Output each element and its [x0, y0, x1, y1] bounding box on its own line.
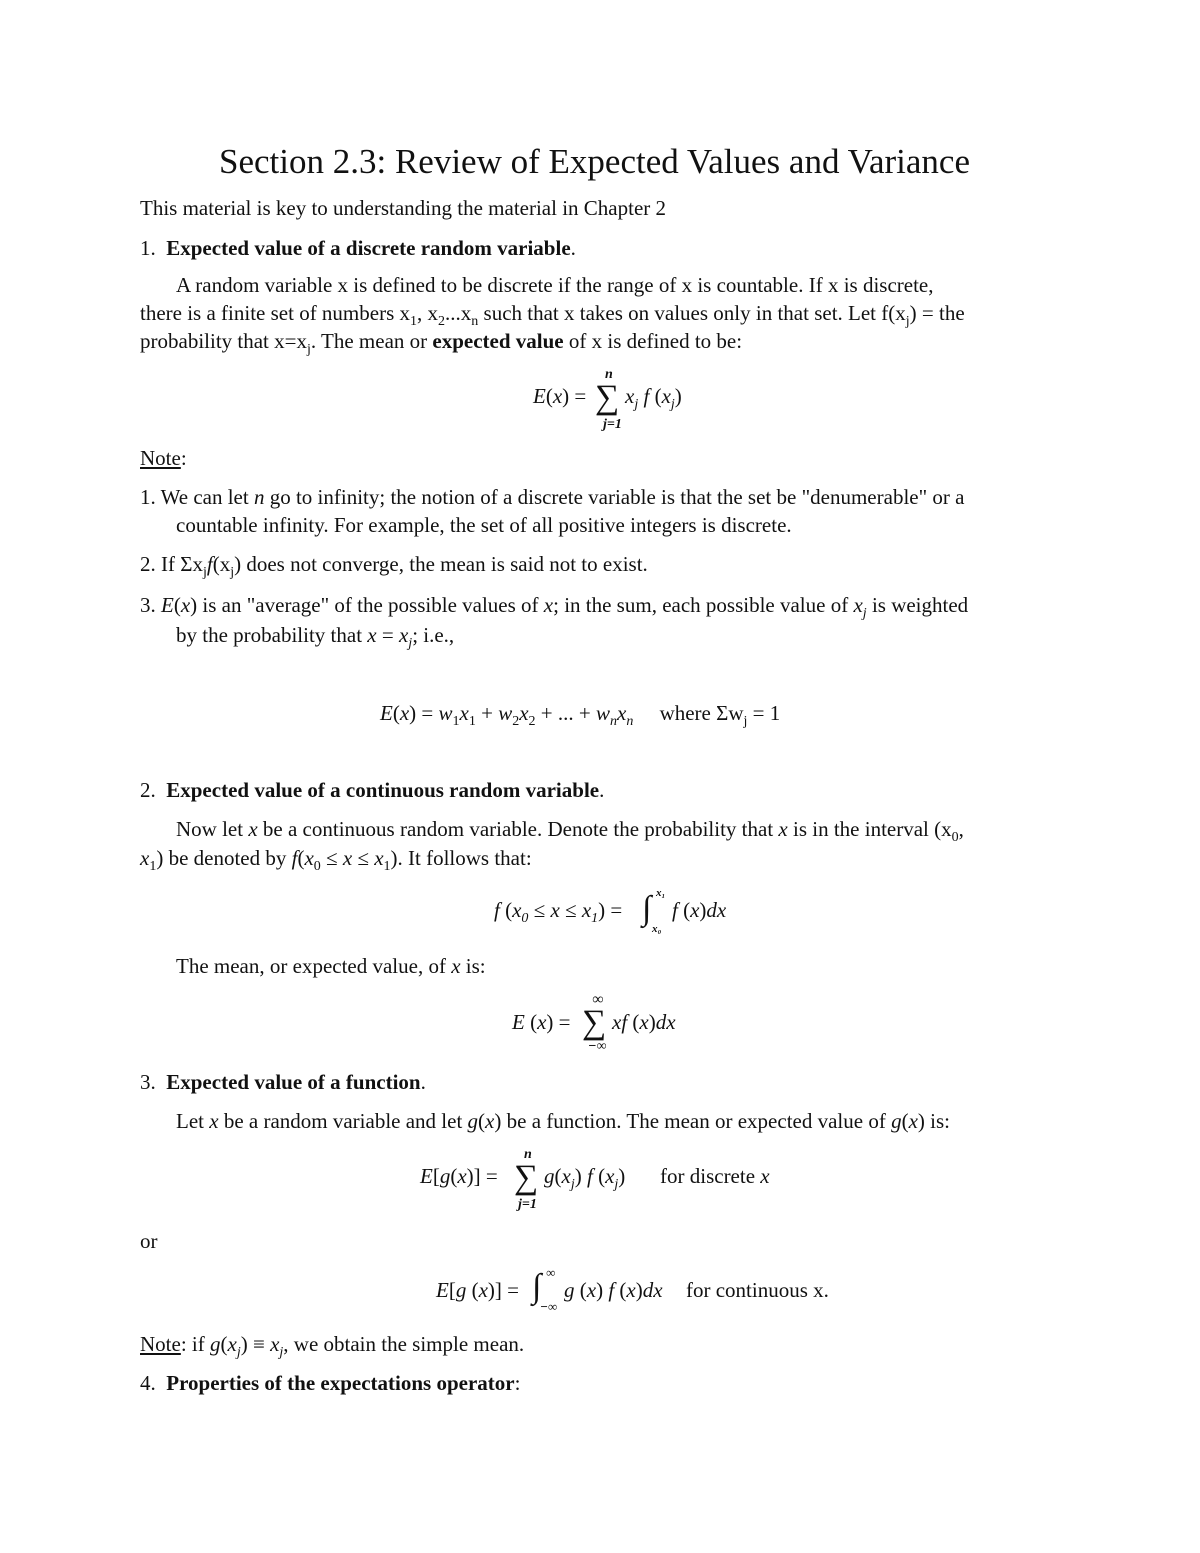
equation-discrete-mean: E(x) = n ∑ j=1 $x_j$ f $(x_j)$ — [533, 367, 682, 432]
note-3-line-2: by the probability that $x = x_j$; i.e., — [176, 623, 455, 652]
section-1-body-line-1: A random variable x is defined to be discrete if the range of x is countable. If x is discrete, — [176, 273, 934, 297]
section-2-body-line-1: Now let x be a continuous random variable. Denote the probability that x is in the interval ($x_0$, — [176, 817, 964, 846]
intro-text: This material is key to understanding the material in Chapter 2 — [140, 196, 667, 220]
note-label: Note: — [140, 446, 187, 470]
section-2-heading: 2. Expected value of a continuous random variable. — [140, 778, 605, 802]
page-title: Section 2.3: Review of Expected Values and Variance — [219, 142, 970, 181]
note-1-line-1: 1. We can let n go to infinity; the notion of a discrete variable is that the set be "denumerable" or a — [140, 485, 965, 509]
section-2-body-line-2: $x_1$) be denoted by $f(x_0 \le x \le x_1)$. It follows that: — [140, 846, 532, 875]
section-4-heading: 4. Properties of the expectations operator: — [140, 1371, 521, 1395]
equation-continuous-mean: E (x) = ∞ ∑ −∞ xf (x)dx — [512, 991, 676, 1054]
section-3-note: Note: if $g(x_j) \equiv x_j$, we obtain the simple mean. — [140, 1332, 525, 1361]
equation-function-discrete: E[g(x)] = n ∑ j=1 $g(x_j)$ f $(x_j)$ for discrete x — [420, 1147, 770, 1212]
note-2: 2. If $\Sigma x_jf(x_j)$ does not converge, the mean is said not to exist. — [140, 552, 648, 581]
section-3-body: Let x be a random variable and let g(x) be a function. The mean or expected value of g(x) is: — [176, 1109, 950, 1133]
section-1-heading: 1. Expected value of a discrete random variable. — [140, 236, 576, 260]
section-1-body-line-2: there is a finite set of numbers $x_1$, $x_2...x_n$ such that x takes on values only in that set. Let $f(x_j)$ = the — [140, 301, 965, 330]
note-1-line-2: countable infinity. For example, the set of all positive integers is discrete. — [176, 513, 792, 537]
equation-weighted-average: $E(x) = w_1x_1 + w_2x_2$ + ... + $w_nx_n$ where $\Sigma w_j = 1$ — [380, 701, 781, 730]
note-3-line-1: 3. E(x) is an "average" of the possible values of x; in the sum, each possible value of $x_j$ is weighted — [140, 593, 969, 622]
equation-interval-probability: f $(x_0 \le x \le x_1)$ = ∫ x₁ x₀ f (x)dx — [494, 887, 727, 935]
equation-function-continuous: E[g (x)] = ∫ ∞ −∞ g (x) f (x)dx for continuous x. — [436, 1265, 829, 1314]
section-3-heading: 3. Expected value of a function. — [140, 1070, 426, 1094]
section-2-mean-text: The mean, or expected value, of x is: — [176, 954, 486, 978]
or-text: or — [140, 1229, 158, 1253]
section-1-body-line-3: probability that $x=x_j$. The mean or expected value of x is defined to be: — [140, 329, 743, 358]
